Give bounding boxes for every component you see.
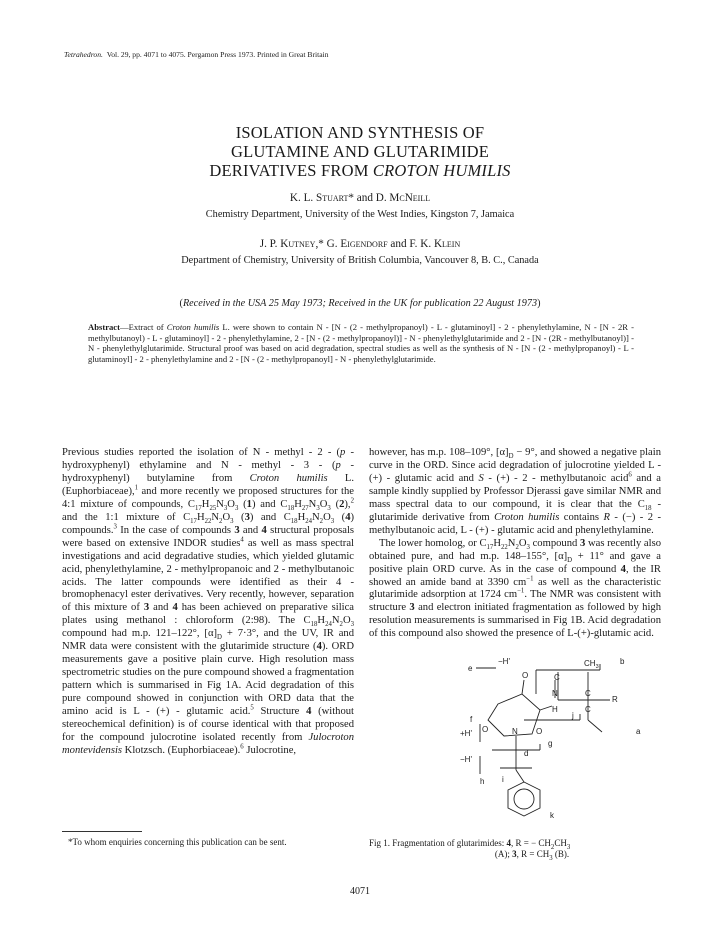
figure-caption: Fig 1. Fragmentation of glutarimides: 4, R = − $CH_2CH_3$ (A); 3, $R = CH_3$ (B).	[369, 838, 571, 862]
label-h: H	[552, 705, 558, 714]
abstract: Abstract—Extract of Croton humilis L. were shown to contain N - [N - (2 - methylpropanoyl) - L - glutaminoyl] - 2 - phenylethylamine, N - [N - 2R - methylbutanoyl) - L - glutaminoyl] - 2 - phenylethylamine, 2 - [N - (2 - methylpropanoyl)] - N - phenylethylglutarimide and 2 - [N - (2R - methylbutanoyl)] - N - phenylethylglutarimide. Structural proof was based on acid degradation, spectral studies as well as the synthesis of N - [N - (2 - methylpropanoyl) - L - glutaminoyl] - 2 - phenylethylamine and 2 - [N - (2 - methylpropanoyl] - N - phenylethylglutarimide.	[88, 322, 634, 364]
footnote-rule	[62, 831, 142, 832]
paragraph: The lower homolog, or $C_{17}H_{22}N_2O_3$ compound 3 was recently also obtained pure, and had m.p. 148–155°, $[\alpha]_D + 11^\circ$ and gave a positive plain ORD curve. As in the case of compound 4, the IR showed an amide band at 3390 $cm^{-1}$ as well as the characteristic glutarimide adsorption at 1724 $cm^{-1}$. The NMR was consistent with structure 3 and electron initiated fragmentation as followed by high resolution measurements is summarised in Fig 1B. Acid degradation of this compound also showed the presence of L-(+)-glutamic acid.	[369, 537, 662, 640]
label-n-2: N	[512, 727, 518, 736]
benzene-ring	[508, 782, 540, 816]
affiliation-1: Chemistry Department, University of the West Indies, Kingston 7, Jamaica	[205, 209, 515, 220]
aromatic-circle	[514, 789, 534, 809]
footnote: *To whom enquiries concerning this publication can be sent.	[68, 837, 287, 847]
label-j: j	[572, 711, 574, 720]
label-ch3: $CH_3$	[584, 659, 599, 670]
label-f: f	[470, 715, 473, 724]
author-line-1: K. L. Stuart* and D. McNeill	[289, 192, 431, 204]
label-plus-h: +H'	[460, 729, 472, 738]
label-k: k	[550, 811, 554, 820]
label-i: i	[502, 775, 504, 784]
label-o-2: O	[482, 725, 489, 734]
label-r: R	[612, 695, 618, 704]
label-a: a	[636, 727, 641, 736]
page-number: 4071	[350, 886, 370, 897]
body-left-column	[62, 447, 354, 758]
label-b: b	[620, 657, 625, 666]
affiliation-2: Department of Chemistry, University of British Columbia, Vancouver 8, B. C., Canada	[181, 255, 539, 266]
paragraph: however, has m.p. 108–109°, $[\alpha]_D - 9^\circ$, and showed a negative plain curve in the ORD. Since acid degradation of julocrotine yielded L - (+) - glutamic acid and S - (+) - 2 - methylbutanoic acid$^6$ and a sample kindly supplied by Professor Djerassi gave similar NMR and mass spectral data to our compound, it is clear that the $C_{18}$ - glutarimide derivative from Croton humilis contains R - (−) - 2 - methylbutanoic acid, L - (+) - glutamic acid and phenylethylamine.	[369, 447, 662, 536]
article-title: ISOLATION AND SYNTHESIS OF GLUTAMINE AND GLUTARIMIDE DERIVATIVES FROM CROTON HUMILIS	[209, 123, 511, 180]
label-minus-h-2: −H'	[460, 755, 472, 764]
label-minus-h-1: −H'	[498, 657, 510, 666]
label-o-3: O	[536, 727, 543, 736]
label-d: d	[524, 749, 529, 758]
label-c-3: C	[585, 705, 591, 714]
label-h-fragment: h	[480, 777, 485, 786]
label-n-1: N	[552, 689, 558, 698]
journal-citation: Tetrahedron. Vol. 29, pp. 4071 to 4075. Pergamon Press 1973. Printed in Great Britain	[64, 50, 329, 59]
label-e: e	[468, 664, 473, 673]
author-line-2: J. P. Kutney,* G. Eigendorf and F. K. Klein	[259, 238, 461, 250]
label-o-1: O	[522, 671, 529, 680]
label-g: g	[548, 739, 553, 748]
body-right-column	[369, 447, 661, 641]
fragmentation-scheme-figure	[440, 650, 660, 834]
label-c-1: C	[554, 673, 560, 682]
label-c-2: C	[585, 689, 591, 698]
paragraph: Previous studies reported the isolation of N - methyl - 2 - (p - hydroxyphenyl) ethylamine and N - methyl - 3 - (p - hydroxyphenyl) butylamine from Croton humilis L. (Euphorbiaceae),$^1$ and more recently we proposed structures for the 4:1 mixture of compounds, $C_{17}H_{25}N_3O_3$ (1) and $C_{18}H_{27}N_3O_3$ (2),$^2$ and the 1:1 mixture of $C_{17}H_{22}N_2O_3$ (3) and $C_{18}H_{24}N_2O_3$ (4) compounds.$^3$ In the case of compounds 3 and 4 structural proposals were based on extensive INDOR studies$^4$ as well as mass spectral investigations and acid degradative studies, which yielded glutamic acid, phenylethylamine, 2 - methylpropanoic and 2 - methylbutanoic acids. The latter compounds were identified as their 4 - bromophenacyl ester derivatives. Very recently, however, separation of this mixture of 3 and 4 has been achieved on preparative silica plates using methanol : chloroform (2:98). The $C_{18}H_{24}N_2O_3$ compound had m.p. 121–122°, $[\alpha]_D + 7\cdot 3^\circ$, and the UV, IR and NMR data were consistent with the glutarimide structure (4). ORD measurements gave a positive plain curve. High resolution mass spectrometric studies on the pure compound showed a fragmentation pattern which is summarised in Fig 1A. Acid degradation of this pure compound showed in conjunction with ORD data that the amino acid is L - (+) - glutamic acid.$^5$ Structure 4 (without stereochemical definition) is of course identical with that proposed for the compound julocrotine isolated recently from Julocroton montevidensis Klotzsch. (Euphorbiaceae).$^6$ Julocrotine,	[62, 447, 355, 756]
received-dates: (Received in the USA 25 May 1973; Received in the UK for publication 22 August 1973)	[179, 298, 541, 309]
